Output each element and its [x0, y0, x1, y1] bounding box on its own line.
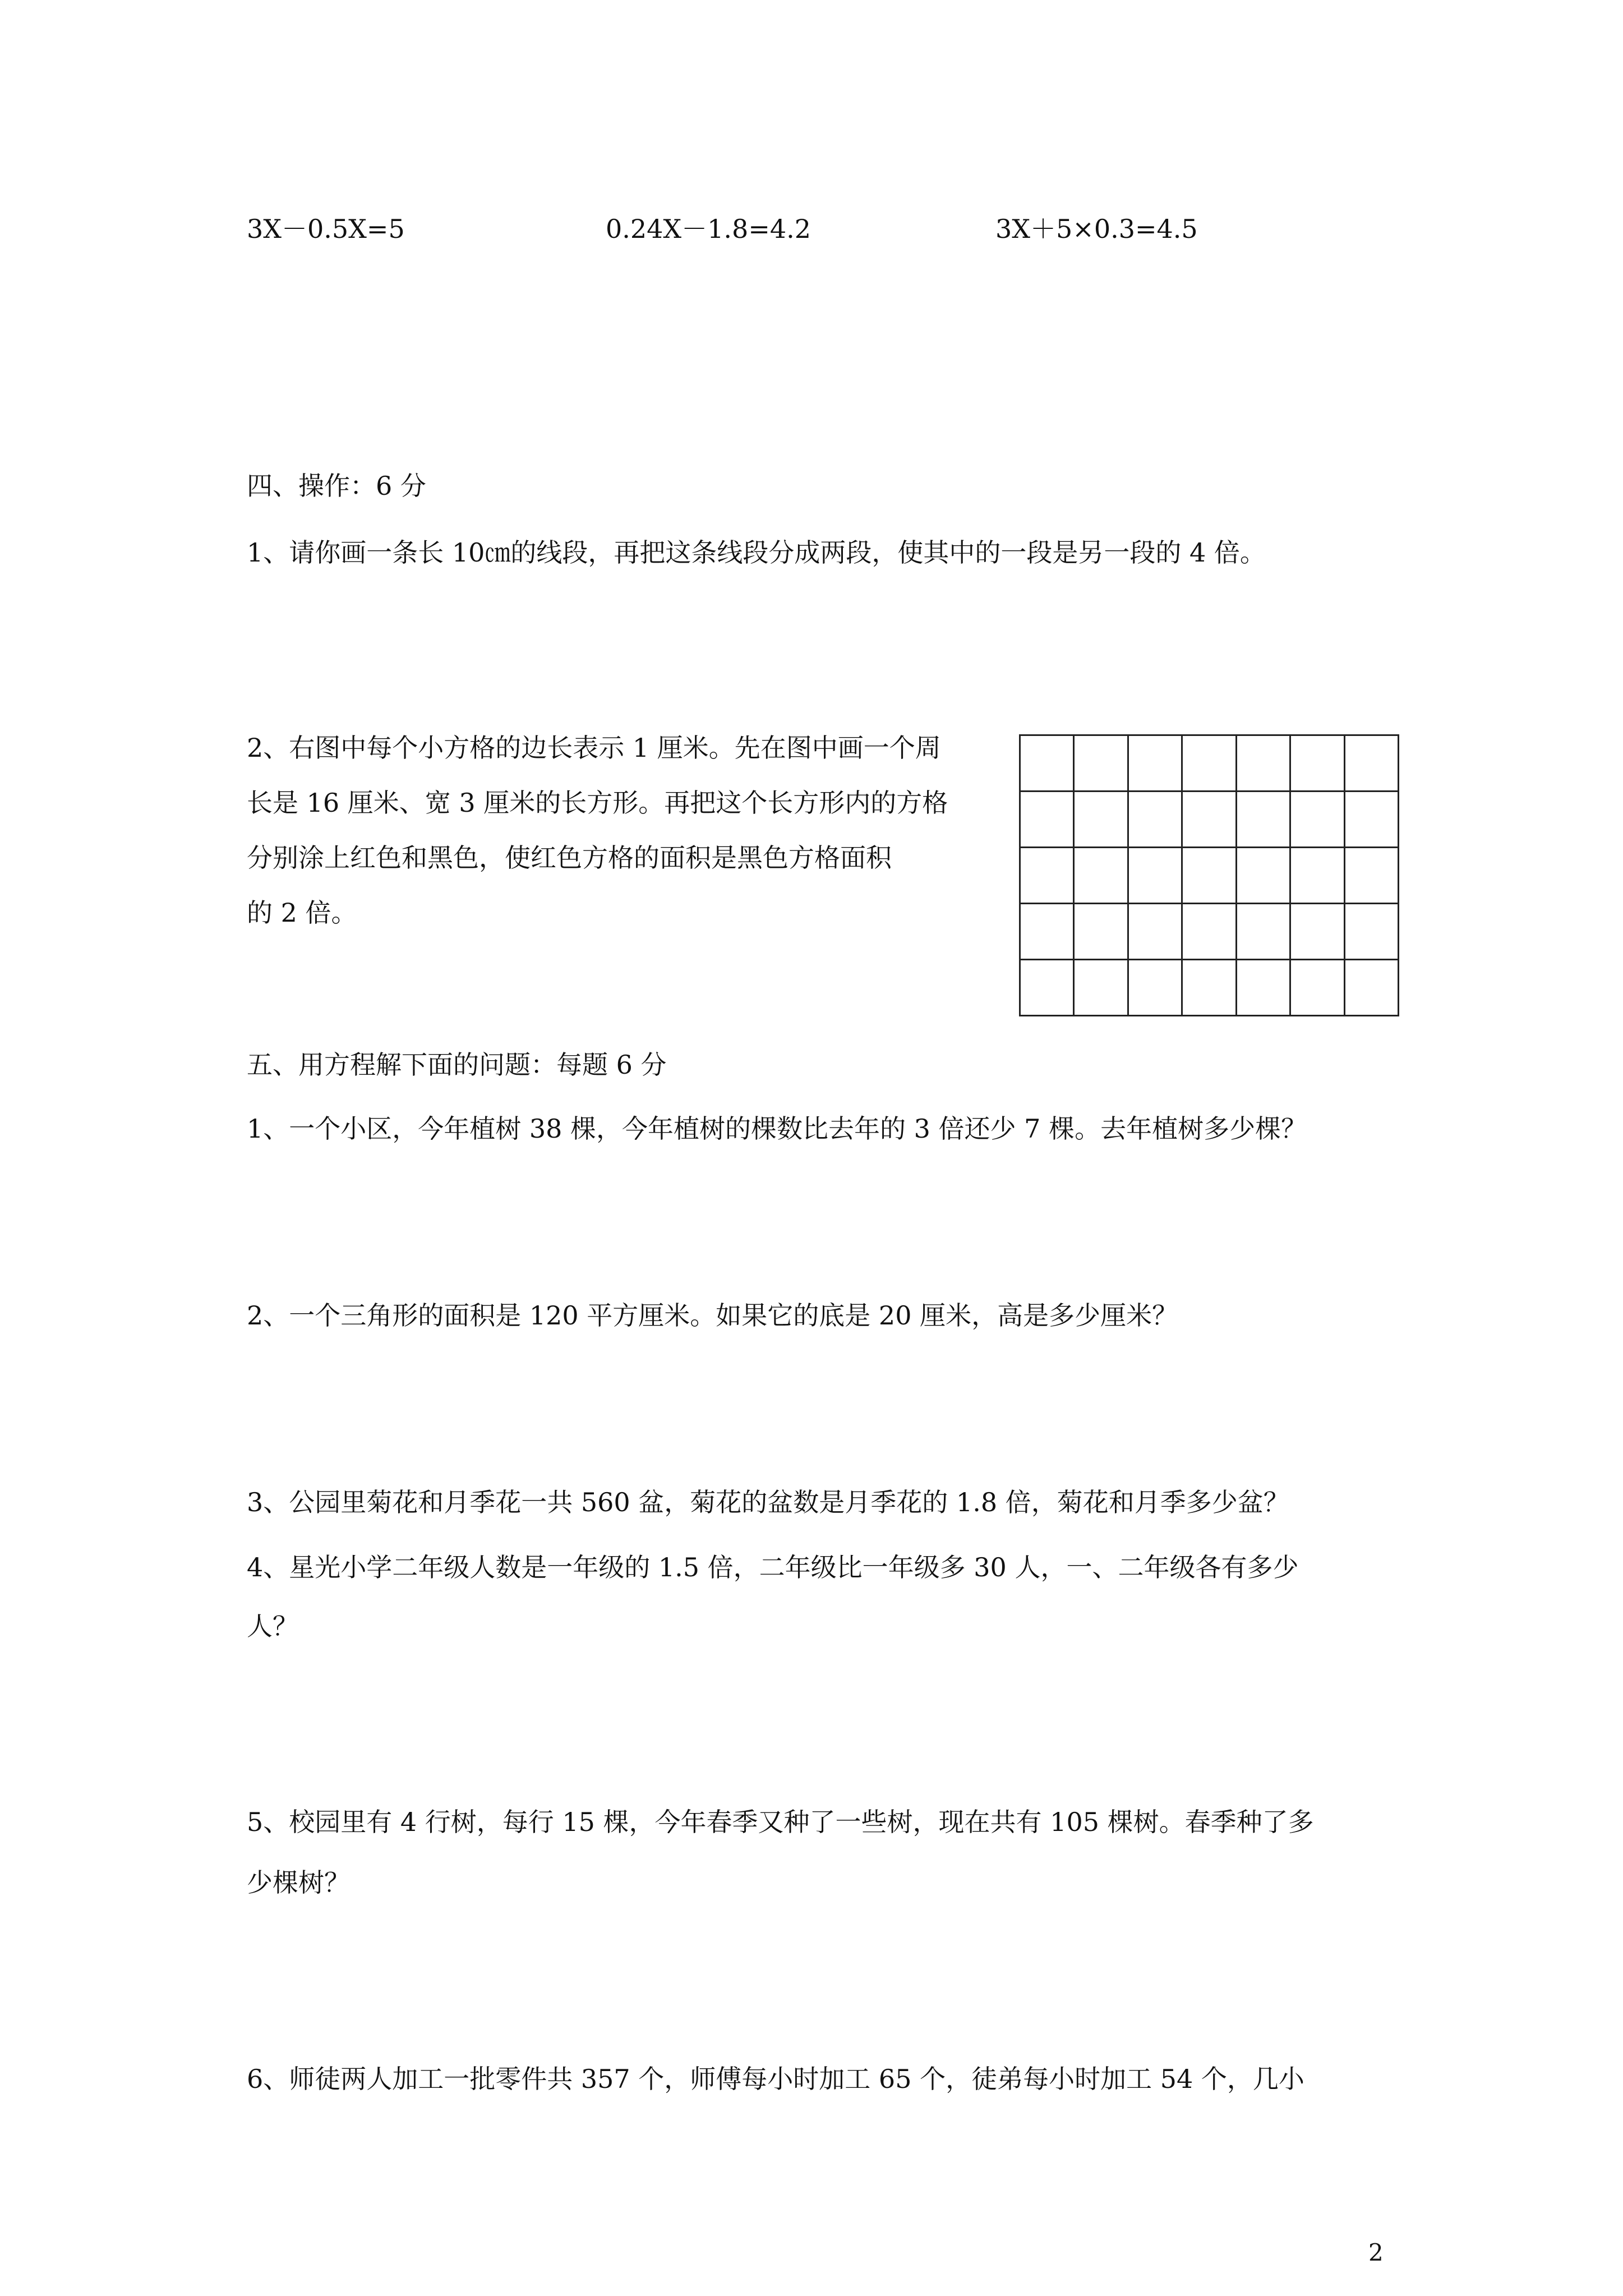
grid-cell	[1290, 792, 1344, 848]
grid-cell	[1344, 904, 1398, 960]
grid-cell	[1128, 904, 1182, 960]
grid-cell	[1290, 848, 1344, 904]
grid-cell	[1290, 904, 1344, 960]
grid-cell	[1290, 735, 1344, 792]
grid-cell	[1128, 792, 1182, 848]
section-4-heading: 四、操作：6 分	[247, 471, 426, 501]
grid-cell	[1182, 792, 1236, 848]
grid-cell	[1020, 735, 1074, 792]
grid-cell	[1020, 792, 1074, 848]
page-number: 2	[1368, 2239, 1384, 2266]
grid-cell	[1236, 848, 1290, 904]
grid-cell	[1344, 960, 1398, 1016]
grid-cell	[1020, 960, 1074, 1016]
grid-cell	[1290, 960, 1344, 1016]
grid-cell	[1182, 735, 1236, 792]
grid-cell	[1344, 848, 1398, 904]
grid-cell	[1074, 735, 1128, 792]
equation-1: 3X－0.5X=5	[247, 214, 405, 244]
section-5-question-2: 2、一个三角形的面积是 120 平方厘米。如果它的底是 20 厘米，高是多少厘米？	[247, 1300, 1178, 1331]
grid-cell	[1182, 904, 1236, 960]
grid-cell	[1128, 960, 1182, 1016]
grid-row	[1020, 792, 1399, 848]
grid-row	[1020, 960, 1399, 1016]
grid-row	[1020, 848, 1399, 904]
section-5-question-3: 3、公园里菊花和月季花一共 560 盆，菊花的盆数是月季花的 1.8 倍，菊花和月季多少盆？	[247, 1487, 1289, 1517]
grid-cell	[1344, 792, 1398, 848]
section-5-question-5-line-1: 5、校园里有 4 行树，每行 15 棵，今年春季又种了一些树，现在共有 105 棵树。春季种了多	[247, 1807, 1314, 1837]
grid-cell	[1236, 904, 1290, 960]
section-5-question-4-line-2: 人？	[247, 1611, 298, 1641]
grid-cell	[1074, 960, 1128, 1016]
section-4-question-2-line-1: 2、右图中每个小方格的边长表示 1 厘米。先在图中画一个周	[247, 733, 941, 763]
equation-2: 0.24X－1.8=4.2	[606, 214, 811, 244]
grid-cell	[1344, 735, 1398, 792]
section-4-question-1: 1、请你画一条长 10㎝的线段，再把这条线段分成两段，使其中的一段是另一段的 4 倍。	[247, 537, 1266, 568]
grid-cell	[1182, 848, 1236, 904]
grid-cell	[1236, 792, 1290, 848]
section-4-question-2-line-2: 长是 16 厘米、宽 3 厘米的长方形。再把这个长方形内的方格	[247, 788, 948, 818]
grid-cell	[1236, 960, 1290, 1016]
section-5-heading: 五、用方程解下面的问题：每题 6 分	[247, 1050, 667, 1080]
equation-3: 3X＋5×0.3=4.5	[995, 214, 1198, 244]
section-4-question-2-line-3: 分别涂上红色和黑色，使红色方格的面积是黑色方格面积	[247, 843, 892, 873]
square-grid	[1019, 734, 1399, 1016]
grid-cell	[1236, 735, 1290, 792]
grid-row	[1020, 735, 1399, 792]
grid-cell	[1074, 792, 1128, 848]
grid-cell	[1182, 960, 1236, 1016]
section-5-question-4-line-1: 4、星光小学二年级人数是一年级的 1.5 倍，二年级比一年级多 30 人，一、二年级各有多少	[247, 1552, 1299, 1582]
section-4-question-2-line-4: 的 2 倍。	[247, 898, 357, 928]
grid-cell	[1020, 904, 1074, 960]
section-5-question-5-line-2: 少棵树？	[247, 1867, 350, 1898]
grid-cell	[1128, 848, 1182, 904]
section-5-question-1: 1、一个小区，今年植树 38 棵，今年植树的棵数比去年的 3 倍还少 7 棵。去年植树多少棵？	[247, 1114, 1307, 1144]
grid-cell	[1074, 848, 1128, 904]
grid-cell	[1020, 848, 1074, 904]
grid-row	[1020, 904, 1399, 960]
section-5-question-6: 6、师徒两人加工一批零件共 357 个，师傅每小时加工 65 个，徒弟每小时加工 54 个，几小	[247, 2064, 1304, 2094]
grid-cell	[1128, 735, 1182, 792]
grid-cell	[1074, 904, 1128, 960]
